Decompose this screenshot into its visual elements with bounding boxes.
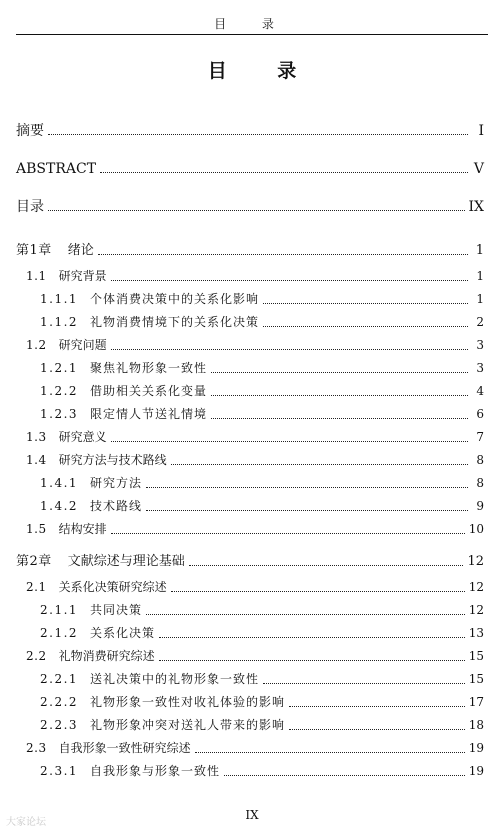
dot-leader [48, 209, 465, 211]
dot-leader [263, 682, 465, 684]
toc-entry-page: 9 [476, 499, 484, 513]
toc-entry-number: 1.4.1 [40, 476, 79, 490]
toc-entry-page: 8 [476, 453, 484, 467]
toc-subsection-entry[interactable] [16, 311, 484, 334]
toc-entry-title: 借助相关关系化变量 [90, 384, 208, 398]
dot-leader [146, 486, 468, 488]
dot-leader [159, 659, 465, 661]
toc-entry-title: 自我形象与形象一致性 [90, 764, 221, 778]
dot-leader [171, 590, 465, 592]
toc-entry-title: 关系化决策 [90, 626, 156, 640]
toc-entry-page: 7 [476, 430, 484, 444]
toc-chapter-entry[interactable] [16, 236, 484, 265]
toc-entry-page: 2 [476, 315, 484, 329]
toc-entry-title: 目录 [16, 199, 44, 215]
dot-leader [211, 394, 468, 396]
dot-leader [146, 509, 468, 511]
toc-section-entry[interactable] [16, 265, 484, 288]
toc-chapter-entry[interactable] [16, 547, 484, 576]
toc-top-entry[interactable] [16, 188, 484, 226]
page-title: 目 录 [207, 60, 319, 82]
toc-section-entry[interactable] [16, 645, 484, 668]
toc-entry-page: 8 [476, 476, 484, 490]
toc-entry-number: 1.2 [26, 338, 47, 352]
toc-subsection-entry[interactable] [16, 495, 484, 518]
dot-leader [211, 371, 468, 373]
toc-entry-title: 送礼决策中的礼物形象一致性 [90, 672, 260, 686]
dot-leader [211, 417, 468, 419]
toc-entry-title: 绪论 [67, 243, 94, 258]
toc-entry-title: 摘要 [16, 123, 44, 139]
toc-entry-title: 研究方法 [90, 476, 143, 490]
toc-subsection-entry[interactable] [16, 714, 484, 737]
toc-entry-number: 1.1.1 [40, 292, 79, 306]
toc-entry-number: 第1章 [16, 243, 52, 258]
toc-entry-page: 1 [475, 243, 484, 258]
toc-entry-page: 3 [476, 361, 484, 375]
toc-entry-number: 2.1.1 [40, 603, 79, 617]
toc-subsection-entry[interactable] [16, 668, 484, 691]
toc-entry-page: 1 [476, 292, 484, 306]
toc-section-entry[interactable] [16, 449, 484, 472]
toc-entry-title: ABSTRACT [16, 161, 97, 177]
dot-leader [111, 440, 468, 442]
toc-entry-title: 共同决策 [90, 603, 143, 617]
toc-entry-page: 15 [468, 649, 484, 663]
toc-entry-title: 研究背景 [58, 269, 107, 283]
toc-subsection-entry[interactable] [16, 472, 484, 495]
toc-entry-number: 1.4 [26, 453, 47, 467]
toc-entry-page: 15 [468, 672, 484, 686]
dot-leader [189, 564, 464, 566]
toc-entry-page: 13 [468, 626, 484, 640]
toc-top-entry[interactable] [16, 150, 484, 188]
toc-entry-number: 2.3 [26, 741, 47, 755]
toc-section-entry[interactable] [16, 576, 484, 599]
toc-subsection-entry[interactable] [16, 599, 484, 622]
toc-section-entry[interactable] [16, 426, 484, 449]
dot-leader [111, 279, 468, 281]
toc-entry-title: 礼物消费情境下的关系化决策 [90, 315, 260, 329]
toc-entry-title: 个体消费决策中的关系化影响 [90, 292, 260, 306]
toc-entry-title: 聚焦礼物形象一致性 [90, 361, 208, 375]
toc-entry-title: 研究意义 [58, 430, 107, 444]
toc-entry-page: 3 [476, 338, 484, 352]
toc-entry-page: 18 [468, 718, 484, 732]
toc-entry-number: 2.1 [26, 580, 47, 594]
toc-subsection-entry[interactable] [16, 403, 484, 426]
toc-entry-number: 2.3.1 [40, 764, 79, 778]
dot-leader [263, 325, 468, 327]
toc-entry-title: 限定情人节送礼情境 [90, 407, 208, 421]
dot-leader [100, 171, 468, 173]
table-of-contents [16, 112, 484, 783]
dot-leader [146, 613, 465, 615]
page-number: IX [245, 808, 259, 822]
toc-entry-number: 第2章 [16, 554, 52, 569]
toc-entry-title: 自我形象一致性研究综述 [58, 741, 191, 755]
toc-entry-page: IX [468, 199, 484, 215]
toc-subsection-entry[interactable] [16, 760, 484, 783]
toc-top-entry[interactable] [16, 112, 484, 150]
toc-subsection-entry[interactable] [16, 691, 484, 714]
toc-entry-number: 1.2.2 [40, 384, 79, 398]
toc-entry-title: 礼物形象一致性对收礼体验的影响 [90, 695, 286, 709]
toc-entry-title: 技术路线 [90, 499, 143, 513]
watermark: 大家论坛 [6, 817, 46, 828]
toc-entry-number: 1.2.3 [40, 407, 79, 421]
toc-entry-page: 17 [468, 695, 484, 709]
toc-entry-title: 结构安排 [58, 522, 107, 536]
toc-subsection-entry[interactable] [16, 357, 484, 380]
toc-entry-page: V [473, 161, 484, 177]
dot-leader [289, 705, 465, 707]
dot-leader [171, 463, 468, 465]
toc-entry-number: 1.1 [26, 269, 47, 283]
toc-entry-number: 1.4.2 [40, 499, 79, 513]
toc-section-entry[interactable] [16, 518, 484, 541]
dot-leader [159, 636, 465, 638]
toc-entry-title: 关系化决策研究综述 [58, 580, 167, 594]
toc-entry-page: I [478, 123, 484, 139]
dot-leader [195, 751, 465, 753]
dot-leader [263, 302, 468, 304]
toc-entry-page: 6 [476, 407, 484, 421]
toc-entry-number: 2.2.1 [40, 672, 79, 686]
toc-entry-title: 研究方法与技术路线 [58, 453, 167, 467]
dot-leader [98, 253, 468, 255]
toc-entry-number: 1.5 [26, 522, 47, 536]
dot-leader [111, 348, 468, 350]
toc-subsection-entry[interactable] [16, 288, 484, 311]
toc-entry-title: 文献综述与理论基础 [67, 554, 185, 569]
dot-leader [289, 728, 465, 730]
dot-leader [224, 774, 465, 776]
toc-entry-number: 2.1.2 [40, 626, 79, 640]
toc-entry-number: 2.2.2 [40, 695, 79, 709]
running-header: 目 录 [214, 17, 290, 31]
toc-entry-title: 礼物形象冲突对送礼人带来的影响 [90, 718, 286, 732]
toc-entry-number: 1.1.2 [40, 315, 79, 329]
toc-entry-page: 19 [468, 741, 484, 755]
spacer [16, 226, 484, 236]
toc-entry-number: 1.3 [26, 430, 47, 444]
dot-leader [111, 532, 465, 534]
toc-entry-title: 礼物消费研究综述 [58, 649, 155, 663]
toc-entry-page: 4 [476, 384, 484, 398]
toc-entry-page: 12 [467, 554, 484, 569]
toc-subsection-entry[interactable] [16, 622, 484, 645]
header-rule [16, 34, 488, 35]
dot-leader [48, 133, 468, 135]
toc-entry-page: 10 [468, 522, 484, 536]
toc-entry-number: 2.2 [26, 649, 47, 663]
toc-entry-page: 19 [468, 764, 484, 778]
toc-entry-title: 研究问题 [58, 338, 107, 352]
toc-section-entry[interactable] [16, 737, 484, 760]
toc-entry-page: 1 [476, 269, 484, 283]
toc-section-entry[interactable] [16, 334, 484, 357]
toc-subsection-entry[interactable] [16, 380, 484, 403]
toc-entry-page: 12 [468, 580, 484, 594]
toc-entry-number: 2.2.3 [40, 718, 79, 732]
toc-entry-page: 12 [468, 603, 484, 617]
toc-entry-number: 1.2.1 [40, 361, 79, 375]
